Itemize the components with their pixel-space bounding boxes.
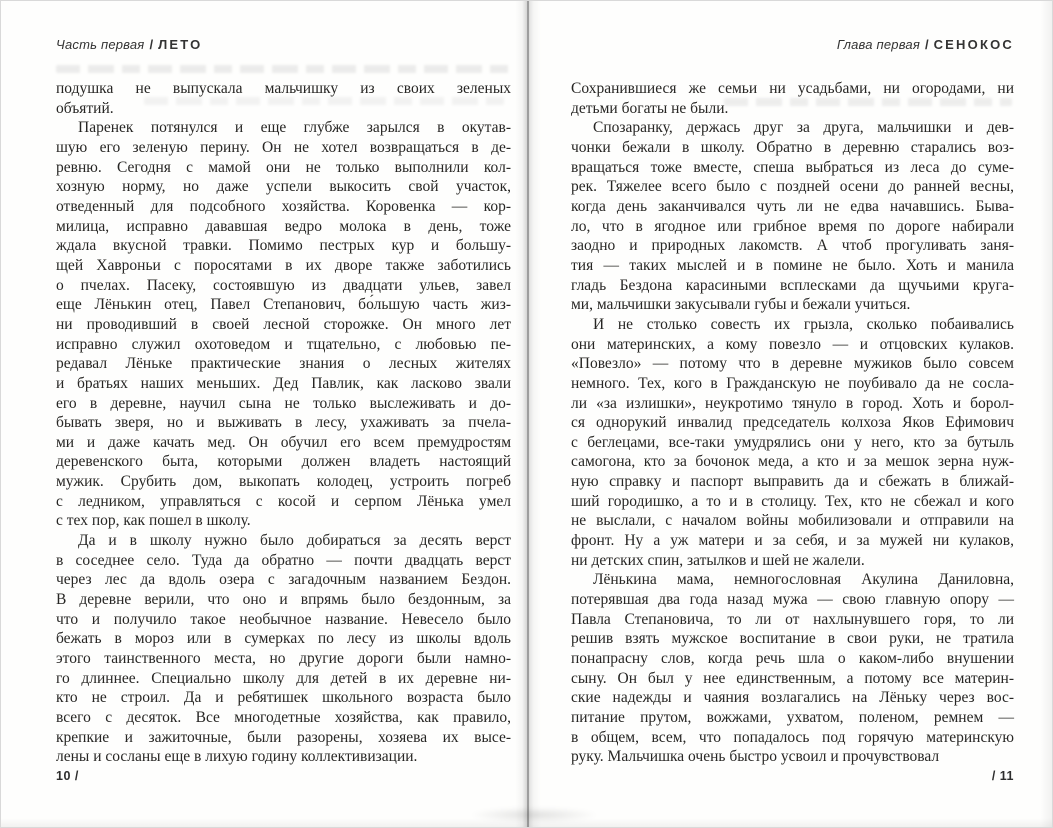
text-line: о пчелах. Пасеку, состоявшую из двадцати ульев, завел (56, 276, 511, 294)
text-line: фронт. Ну а уж матери и за себя, и за мужей ни кулаков, (571, 532, 1014, 550)
text-line: в соседнее село. Туда да обратно — почти двадцать верст (56, 551, 511, 569)
text-line: питание прутом, вожжами, ухватом, поленом, ремнем — (571, 709, 1014, 726)
right-page-number: / 11 (991, 769, 1014, 783)
left-page (56, 37, 511, 783)
text-line: через лес да вдоль озера с загадочным названием Бездон. (56, 571, 511, 589)
page-edge-shadow-bottom (1, 818, 1052, 827)
running-head-separator: / (149, 37, 154, 52)
text-line: ни детских спин, затылков и шей не жалели. (571, 551, 865, 569)
right-running-head (571, 37, 1014, 53)
text-line: заодно и природных лакомств. А чтоб прогуливать заня- (571, 237, 1014, 255)
text-line: объятий. (56, 99, 114, 117)
part-label: Часть первая (56, 37, 145, 52)
text-line: самогона, кто за бочонок меда, а кто и за мешок зерна нуж- (571, 453, 1014, 471)
text-line: детьми богаты не были. (571, 99, 729, 117)
text-line: с тех пор, как пошел в школу. (56, 512, 251, 530)
text-line: хозную норму, но даже успели выкосить свой участок, (56, 178, 511, 196)
text-line: они материнских, а кому повезло — и отцовских кулаков. (571, 335, 1014, 353)
running-head-separator: / (924, 37, 929, 52)
text-line: немного. Тех, кого в Гражданскую не поубивало да не сосла- (571, 374, 1014, 392)
text-line: шую его зеленую перину. Он не хотел возвращаться в де- (56, 138, 511, 156)
text-line: лены и сосланы еще в лихую годину коллективизации. (56, 748, 418, 766)
text-line: вращаться тоже вместе, спеша выбраться из леса до суме- (571, 158, 1014, 176)
book-gutter-line (527, 1, 529, 827)
text-line: потерявшая два года назад мужа — свою главную опору — (571, 591, 1014, 609)
text-line: деревенского быта, которыми должен владеть настоящий (56, 453, 511, 471)
text-line: ми и даже качать мед. Он обучил его всем премудростям (56, 433, 511, 451)
text-line: гладь Бездона карасиными всплесками да щучьими круга- (571, 276, 1014, 294)
text-line: го длиннее. Специально школу для детей в их деревне ни- (56, 669, 511, 687)
text-line: тия — таких мыслей и в помине не было. Хоть и манила (571, 256, 1014, 274)
text-line: ские надежды и чаяния возлагались на Лёньку через вос- (571, 689, 1014, 707)
text-line: подушка не выпускала мальчишку из своих зеленых (56, 80, 511, 97)
text-line: ся однорукий инвалид председатель колхоза Яков Ефимович (571, 414, 1014, 432)
text-line: рек. Тяжелее всего было с поздней осени до ранней весны, (571, 178, 1014, 196)
text-line: ждала вкусной травки. Помимо пестрых кур и большу- (56, 237, 511, 255)
text-line: ную справку и паспорт выправить да и сбежать в ближай- (571, 473, 1014, 491)
text-line: милица, исправно дававшая ведро молока в день, тоже (56, 217, 511, 235)
text-line: ло, что в ягодное или грибное время по дороге набирали (571, 217, 1014, 235)
text-line: с беглецами, все-таки умудрялись они у него, кто за бутыль (571, 433, 1014, 451)
text-line: и братьях наших меньших. Дед Павлик, как ласково звали (56, 374, 511, 392)
text-line: руку. Мальчишка очень быстро усвоил и прочувствовал (571, 748, 940, 766)
text-line: ший городишко, а то и в столицу. Тех, кто не сбежал и кого (571, 492, 1014, 510)
text-line: крепкие и зажиточные, были разорены, хозяева их высе- (56, 728, 511, 746)
text-line: сыну. Он был у нее единственным, а потому все материн- (571, 669, 1014, 687)
text-line: понапрасну слов, когда речь шла о каком-либо внушении (571, 650, 1014, 668)
text-line: Спозаранку, держась друг за друга, мальчишки и дев- (593, 119, 1014, 137)
text-line: Паренек потянулся и еще глубже зарылся в окутав- (78, 119, 511, 137)
text-line: редавал Лёньке практические знания о лесных жителях (56, 355, 511, 373)
text-line: с ледником, управляться с косой и серпом Лёнька умел (56, 492, 511, 510)
text-line: решив взять мужское воспитание в свои руки, не тратила (571, 630, 1014, 648)
part-title: ЛЕТО (158, 37, 203, 52)
text-line: его в деревне, научил сына не только выслеживать и до- (56, 394, 511, 412)
text-line: еще Лёнькин отец, Павел Степанович, бо́льшую часть жиз- (56, 296, 511, 314)
text-line: ревню. Сегодня с мамой они не только выполнили кол- (56, 158, 511, 176)
text-line: Да и в школу нужно было добираться за десять верст (78, 532, 511, 550)
left-page-number: 10 / (56, 769, 79, 783)
text-line: исправно служил охотоведом и тщательно, с любовью пе- (56, 335, 511, 353)
bleedthrough-ghost (56, 65, 511, 73)
text-line: бежать в мороз или в сумерках по лесу из школы вдоль (56, 630, 511, 648)
text-line: «Повезло» — потому что в деревне мужиков было совсем (571, 355, 1014, 373)
left-running-head (56, 37, 511, 53)
chapter-label: Глава первая (836, 37, 920, 52)
text-line: ни проводивший в своей лесной сторожке. Он много лет (56, 315, 511, 333)
text-line: Павла Степановича, то ли от нахлынувшего горя, то ли (571, 610, 1014, 628)
text-line: когда день заканчивался чуть ли не едва начавшись. Быва- (571, 197, 1014, 215)
text-line: Сохранившиеся же семьи ни усадьбами, ни огородами, ни (571, 80, 1014, 97)
text-line: ми, мальчишки закусывали губы и бежали учиться. (571, 296, 911, 314)
text-line: кто не строил. Да и ребятишек школьного возраста было (56, 689, 511, 707)
text-line: что и получило такое необычное название. Невесело было (56, 610, 511, 628)
text-line: бывать зверя, но и выживать в лесу, ухаживать за пчела- (56, 414, 511, 432)
text-line: щей Хавроньи с поросятами в их дворе также заботились (56, 256, 511, 274)
text-line: отведенный для подсобного хозяйства. Коровенка — кор- (56, 197, 511, 215)
text-line: Лёнькина мама, немногословная Акулина Даниловна, (593, 571, 1014, 589)
right-page (571, 37, 1014, 783)
text-line: всего с десяток. Все многодетные хозяйства, как правило, (56, 709, 511, 726)
text-line: не выслали, с началом войны мобилизовали и отправили на (571, 512, 1014, 530)
text-line: мужик. Срубить дом, выкопать колодец, устроить погреб (56, 473, 511, 491)
left-page-text (56, 79, 511, 767)
right-page-text (571, 79, 1014, 767)
text-line: И не столько совесть их грызла, сколько побаивались (593, 315, 1014, 333)
text-line: этого таинственного места, но другие дороги были намно- (56, 650, 511, 668)
page-edge-shadow-right (1040, 1, 1052, 827)
text-line: В деревне верили, что оно и впрямь было бездонным, за (56, 591, 511, 609)
text-line: ли «за излишки», неукротимо тянуло в город. Хоть и борол- (571, 394, 1014, 412)
chapter-title: СЕНОКОС (933, 37, 1014, 52)
text-line: чонки бежали в школу. Обратно в деревню старались воз- (571, 138, 1014, 156)
text-line: в общем, всем, что попадалось под горячую материнскую (571, 728, 1014, 746)
